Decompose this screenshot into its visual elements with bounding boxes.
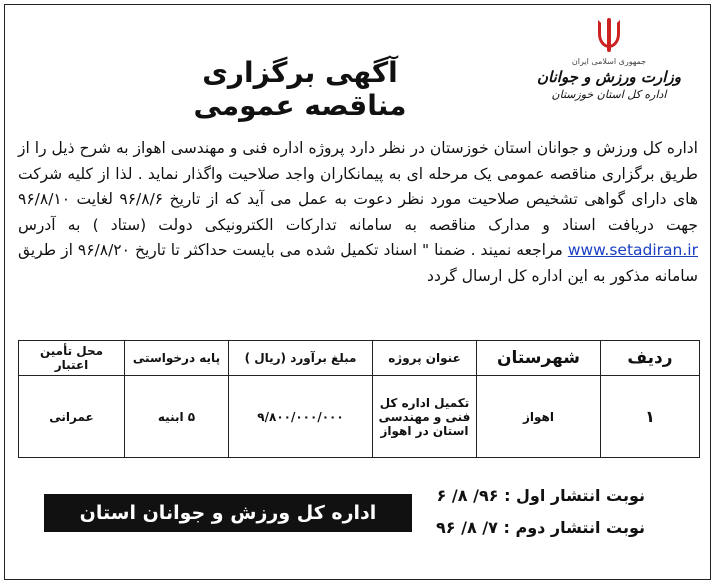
notice-title: آگهی برگزاری مناقصه عمومی	[193, 56, 407, 122]
cell-grade: ۵ ابنیه	[125, 376, 229, 458]
setadiran-link[interactable]: www.setadiran.ir	[567, 241, 698, 259]
header-funding-source: محل تأمین اعتبار	[19, 341, 125, 376]
header-project-title: عنوان پروژه	[373, 341, 477, 376]
logo-ministry: وزارت ورزش و جوانان	[537, 68, 681, 86]
iran-emblem-icon	[592, 18, 626, 56]
cell-project-title: تکمیل اداره کل فنی و مهندسی استان در اهواز	[373, 376, 477, 458]
body-text-before-url: اداره کل ورزش و جوانان استان خوزستان در نظر دارد پروژه اداره فنی و مهندسی اهواز به شرح ذیل را از طریق برگزاری مناقصه عمومی یک مرحله ای به پیمانکاران واجد صلاحیت واگذار نماید . لذا از کلیه شرکت های دارای گواهی تشخیص صلاحیت مورد نظر دعوت به عمل می آید که از تاریخ ۹۶/۸/۶ لغایت ۹۶/۸/۱۰ جهت دریافت اسناد و مدارک مناقصه به سامانه تدارکات الکترونیکی دولت (ستاد ) به آدرس	[18, 139, 698, 234]
logo-department: اداره کل استان خوزستان	[551, 88, 667, 101]
publication-second: نوبت انتشار دوم : ۷/ ۸/ ۹۶	[436, 518, 645, 537]
tender-table	[18, 340, 700, 458]
table-row	[19, 376, 700, 458]
cell-row-number: ۱	[601, 376, 700, 458]
body-text-after-url: مراجعه نمیند . ضمنا " اسناد تکمیل شده می بایست حداکثر تا تاریخ ۹۶/۸/۲۰ از طریق سامانه مذکور به این اداره کل ارسال گردد	[18, 241, 698, 285]
cell-estimate: ۹/۸۰۰/۰۰۰/۰۰۰	[229, 376, 373, 458]
publication-first: نوبت انتشار اول : ۹۶/ ۸/ ۶	[436, 486, 645, 505]
logo-top-line: جمهوری اسلامی ایران	[571, 57, 647, 66]
cell-city: اهواز	[477, 376, 601, 458]
header-row-number: ردیف	[601, 341, 700, 376]
header-city: شهرستان	[477, 341, 601, 376]
header-estimate: مبلغ برآورد (ریال )	[229, 341, 373, 376]
cell-funding-source: عمرانی	[19, 376, 125, 458]
department-banner: اداره کل ورزش و جوانان استان خوزستان	[44, 494, 412, 532]
ministry-logo	[529, 18, 689, 118]
table-header-row	[19, 341, 700, 376]
header-grade: پایه درخواستی	[125, 341, 229, 376]
notice-body	[18, 136, 698, 289]
